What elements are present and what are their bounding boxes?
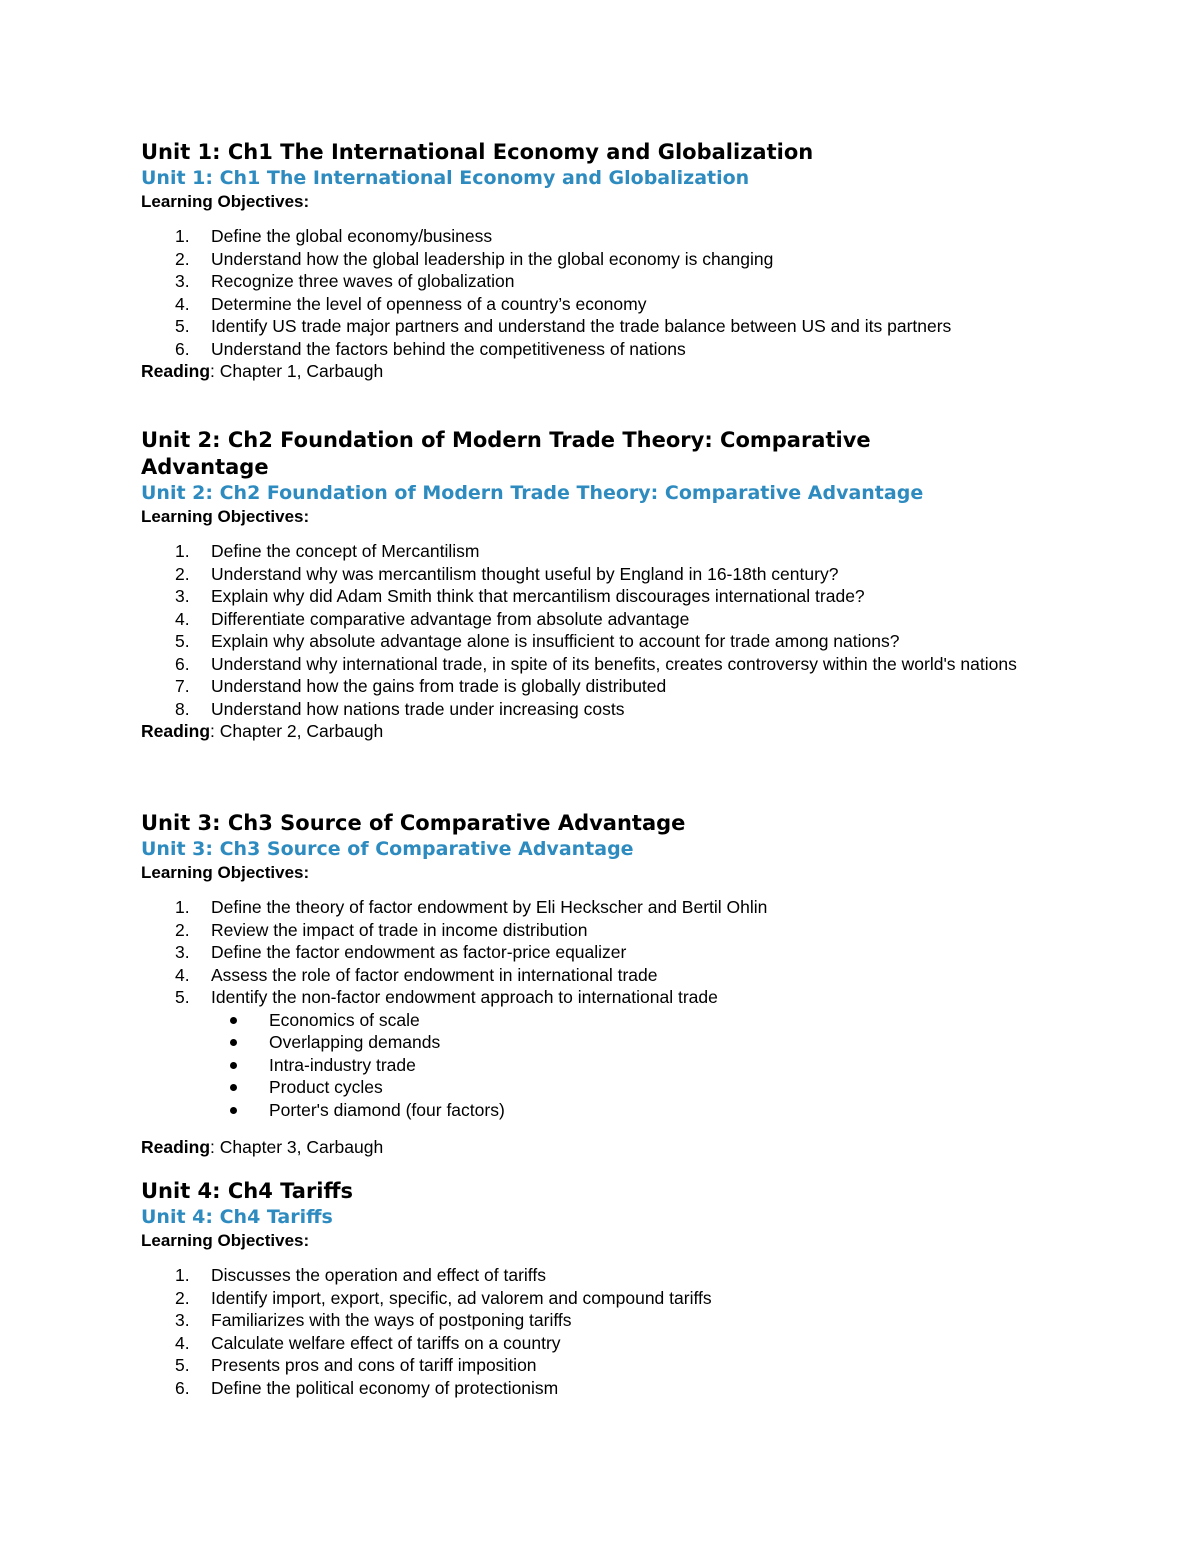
list-item [141,248,1101,271]
list-item-number: 2. [175,919,190,940]
list-item [141,338,1101,361]
bullet-text: Porter's diamond (four factors) [269,1099,505,1120]
list-item-text: Understand why was mercantilism thought useful by England in 16-18th century? [211,563,839,584]
list-item-text: Understand how nations trade under increasing costs [211,698,625,719]
list-item-number: 1. [175,1265,190,1285]
reading-label: Reading [141,721,211,741]
list-item [141,225,1101,248]
list-item-text: Differentiate comparative advantage from absolute advantage [211,608,690,629]
unit-2-reading [141,720,1101,743]
list-item [141,1354,1101,1377]
unit-4-subtitle: Unit 4: Ch4 Tariffs [141,1206,333,1228]
list-item-text: Understand the factors behind the competitiveness of nations [211,338,686,359]
list-item-text: Determine the level of openness of a country’s economy [211,293,647,314]
list-item-number: 1. [175,541,190,561]
list-item-number: 4. [175,1332,190,1353]
unit-2-subtitle: Unit 2: Ch2 Foundation of Modern Trade Theory: Comparative Advantage [141,482,924,504]
list-item-number: 3. [175,271,190,291]
list-item-number: 3. [175,942,190,962]
bullet-icon [230,1017,237,1024]
list-item-text: Understand how the global leadership in the global economy is changing [211,248,774,269]
list-item-text: Define the theory of factor endowment by Eli Heckscher and Bertil Ohlin [211,897,768,917]
list-item-text: Explain why absolute advantage alone is insufficient to account for trade among nations? [211,631,900,651]
list-item-number: 4. [175,608,190,629]
list-item-text: Explain why did Adam Smith think that mercantilism discourages international trade? [211,586,865,606]
unit-2-objectives-label: Learning Objectives: [141,507,310,526]
list-item-number: 3. [175,1310,190,1330]
unit-1-reading [141,360,1101,383]
list-item-number: 1. [175,897,190,917]
list-item-text: Understand why international trade, in spite of its benefits, creates controversy within the world's nations [211,653,1017,674]
unit-3-subtitle: Unit 3: Ch3 Source of Comparative Advantage [141,838,634,860]
reading-text: : Chapter 2, Carbaugh [210,721,384,741]
bullet-text: Product cycles [269,1077,383,1097]
bullet-icon [230,1084,237,1091]
list-item-number: 5. [175,1355,190,1375]
unit-3-objectives-label: Learning Objectives: [141,863,310,882]
unit-4-objectives-label: Learning Objectives: [141,1231,310,1250]
list-item-text: Discusses the operation and effect of tariffs [211,1265,546,1285]
unit-2-title: Unit 2: Ch2 Foundation of Modern Trade Theory: Comparative Advantage [141,428,871,479]
reading-label: Reading [141,1137,211,1157]
unit-2-section [141,427,1101,743]
list-item-text: Assess the role of factor endowment in international trade [211,964,658,985]
list-item-text: Calculate welfare effect of tariffs on a country [211,1332,561,1353]
bullet-item [141,1009,1101,1032]
list-item-text: Define the factor endowment as factor-price equalizer [211,942,627,962]
list-item-number: 6. [175,1377,190,1398]
list-item [141,630,1101,653]
list-item-number: 8. [175,698,190,719]
bullet-icon [230,1107,237,1114]
reading-text: : Chapter 1, Carbaugh [210,361,384,381]
unit-1-subtitle: Unit 1: Ch1 The International Economy and Globalization [141,167,750,189]
bullet-item [141,1076,1101,1099]
reading-label: Reading [141,361,211,381]
list-item [141,896,1101,919]
bullet-icon [230,1039,237,1046]
bullet-text: Overlapping demands [269,1032,441,1052]
list-item-text: Understand how the gains from trade is globally distributed [211,676,667,696]
list-item-text: Define the concept of Mercantilism [211,541,480,561]
list-item [141,540,1101,563]
list-item [141,964,1101,987]
unit-1-section [141,139,1101,383]
unit-3-objectives-list [141,896,1101,1009]
list-item [141,1332,1101,1355]
list-item-text: Familiarizes with the ways of postponing tariffs [211,1310,572,1330]
list-item [141,315,1101,338]
list-item [141,1287,1101,1310]
list-item-text: Recognize three waves of globalization [211,271,515,291]
list-item [141,675,1101,698]
list-item [141,563,1101,586]
unit-4-title: Unit 4: Ch4 Tariffs [141,1179,354,1203]
bullet-item [141,1054,1101,1077]
list-item-text: Presents pros and cons of tariff imposition [211,1355,537,1375]
bullet-text: Intra-industry trade [269,1054,416,1075]
list-item-number: 2. [175,1287,190,1308]
list-item [141,653,1101,676]
list-item [141,608,1101,631]
unit-4-objectives-list [141,1264,1101,1399]
unit-3-section [141,810,1101,1159]
list-item-text: Identify US trade major partners and understand the trade balance between US and its partners [211,316,952,336]
list-item-text: Define the political economy of protectionism [211,1377,559,1398]
unit-1-objectives-list [141,225,1101,360]
unit-1-objectives-label: Learning Objectives: [141,192,310,211]
bullet-item [141,1031,1101,1054]
list-item [141,1264,1101,1287]
unit-3-bullet-list [141,1009,1101,1122]
list-item [141,941,1101,964]
bullet-icon [230,1062,237,1069]
list-item [141,698,1101,721]
unit-3-reading [141,1136,1101,1159]
unit-1-title: Unit 1: Ch1 The International Economy and Globalization [141,140,814,164]
list-item-number: 7. [175,676,190,696]
list-item-text: Review the impact of trade in income distribution [211,919,588,940]
list-item-number: 3. [175,586,190,606]
reading-text: : Chapter 3, Carbaugh [210,1137,384,1157]
bullet-text: Economics of scale [269,1009,420,1030]
list-item-text: Identify the non-factor endowment approach to international trade [211,987,718,1007]
unit-4-section [141,1178,1101,1399]
list-item-number: 5. [175,987,190,1007]
list-item [141,585,1101,608]
unit-3-title: Unit 3: Ch3 Source of Comparative Advantage [141,811,686,835]
list-item-number: 4. [175,964,190,985]
list-item-text: Identify import, export, specific, ad valorem and compound tariffs [211,1287,712,1308]
list-item-number: 2. [175,248,190,269]
list-item-number: 4. [175,293,190,314]
bullet-item [141,1099,1101,1122]
list-item-number: 6. [175,653,190,674]
list-item-text: Define the global economy/business [211,226,493,246]
list-item-number: 5. [175,316,190,336]
list-item [141,293,1101,316]
list-item [141,986,1101,1009]
list-item [141,1377,1101,1400]
list-item-number: 1. [175,226,190,246]
list-item-number: 2. [175,563,190,584]
list-item-number: 5. [175,631,190,651]
unit-2-objectives-list [141,540,1101,720]
list-item [141,270,1101,293]
list-item-number: 6. [175,338,190,359]
list-item [141,1309,1101,1332]
list-item [141,919,1101,942]
